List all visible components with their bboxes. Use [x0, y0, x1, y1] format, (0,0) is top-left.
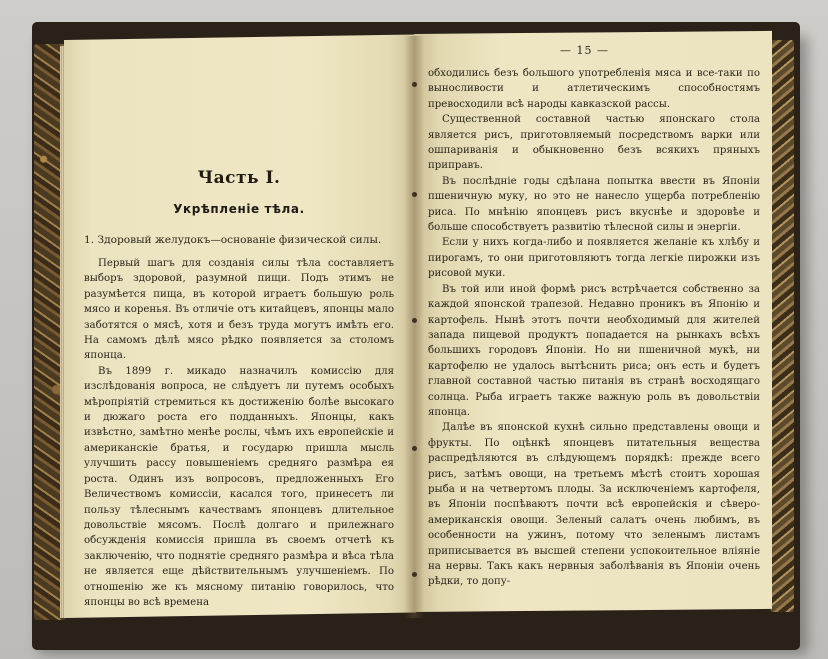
- binding-stitch: [412, 82, 417, 87]
- paragraph: Первый шагъ для созданія силы тѣла составляетъ выборъ здоровой, разумной пищи. Подъ этимъ не разумѣется пища, въ которой играетъ большую роль мясо и коренья. Въ отличіе отъ китайцевъ, японцы мало заботятся о мясѣ, хотя и безъ труда могутъ имѣть его. На самомъ дѣлѣ мясо рѣдко появляется за столомъ японца.: [84, 258, 394, 362]
- paragraph: обходились безъ большого употребленія мяса и все-таки по выносливости и атлетическимъ способностямъ превосходили всѣ народы кавказской рассы.: [428, 68, 760, 110]
- right-page-body: [428, 66, 760, 590]
- left-page-body: [84, 256, 394, 610]
- binding-stitch: [412, 572, 417, 577]
- chapter-title: 1. Здоровый желудокъ—основаніе физической силы.: [84, 234, 382, 246]
- paragraph: Существенной составной частью японскаго стола является рисъ, приготовляемый посредствомъ варки или ошпариванія и обыкновенно безъ всякихъ пряныхъ приправъ.: [428, 114, 760, 172]
- binding-stitch: [412, 192, 417, 197]
- marbled-edge-right: [770, 40, 794, 612]
- paragraph: Въ 1899 г. микадо назначилъ комиссію для изслѣдованія вопроса, не слѣдуетъ ли путемъ особыхъ мѣропріятій стремиться къ достиженію болѣе высокаго и дюжаго роста его подданныхъ. Японцы, какъ извѣстно, замѣтно менѣе рослы, чѣмъ ихъ европейскіе и американскіе братья, и государю пришла мысль улучшить рассу повышеніемъ средняго размѣра ея роста. Одинъ изъ вопросовъ, предложенныхъ Его Величествомъ комиссіи, касался того, принесетъ ли пользу тѣлеснымъ качествамъ японцевъ длительное довольствіе мясомъ. Послѣ долгаго и прилежнаго обсужденія комиссія пришла въ своемъ отчетѣ къ заключенію, что поднятіе средняго размѣра и вѣса тѣла не является еще дѣйствительнымъ улучшеніемъ. По отношенію же къ мясному питанію говорилось, что японцы во всѣ времена: [84, 365, 394, 608]
- paragraph: Въ послѣдніе годы сдѣлана попытка ввести въ Японіи пшеничную муку, но это не нанесло ущерба потребленію риса. По мнѣнію японцевъ рисъ вкуснѣе и здоровѣе и больше способствуетъ развитію тѣлесной силы и энергіи.: [428, 175, 760, 234]
- paragraph: Въ той или иной формѣ рисъ встрѣчается собственно за каждой японской трапезой. Недавно проникъ въ Японію и картофель. Нынѣ этотъ почти необходимый для жителей запада пищевой продуктъ попадается на рынкахъ всѣхъ большихъ городовъ Японіи. Но ни пшеничной мукѣ, ни картофелю не удалось вытѣснить риса; онъ есть и будетъ главной составной частью питанія въ странѣ восходящаго солнца. Рыба играетъ также важную роль въ довольствіи японца.: [428, 283, 760, 418]
- binding-stitch: [412, 446, 417, 451]
- page-number: — 15 —: [560, 44, 609, 57]
- paragraph: Если у нихъ когда-либо и появляется желаніе къ хлѣбу и пирогамъ, то они приготовляютъ тогда легкіе пирожки изъ рисовой муки.: [428, 237, 760, 280]
- section-title: Укрѣпленіе тѣла.: [173, 202, 305, 216]
- paragraph: Далѣе въ японской кухнѣ сильно представлены овощи и фрукты. По оцѣнкѣ японцевъ питательныя вещества распредѣляются въ слѣдующемъ порядкѣ: прежде всего рисъ, затѣмъ овощи, на третьемъ мѣстѣ стоитъ хорошая рыба и на четвертомъ плоды. За исключеніемъ картофеля, въ Японіи поспѣваютъ почти всѣ европейскія и сѣверо-американскія овощи. Зеленый салатъ очень любимъ, въ особенности на ужинъ, потому что зеленымъ листамъ приписывается въ высшей степени успокоительное вліяніе на нервы. Такъ какъ нервныя заболѣванія въ Японіи очень рѣдки, то допу-: [428, 422, 760, 588]
- book-gutter: [404, 36, 424, 618]
- part-title: Часть I.: [197, 168, 281, 188]
- binding-stitch: [412, 318, 417, 323]
